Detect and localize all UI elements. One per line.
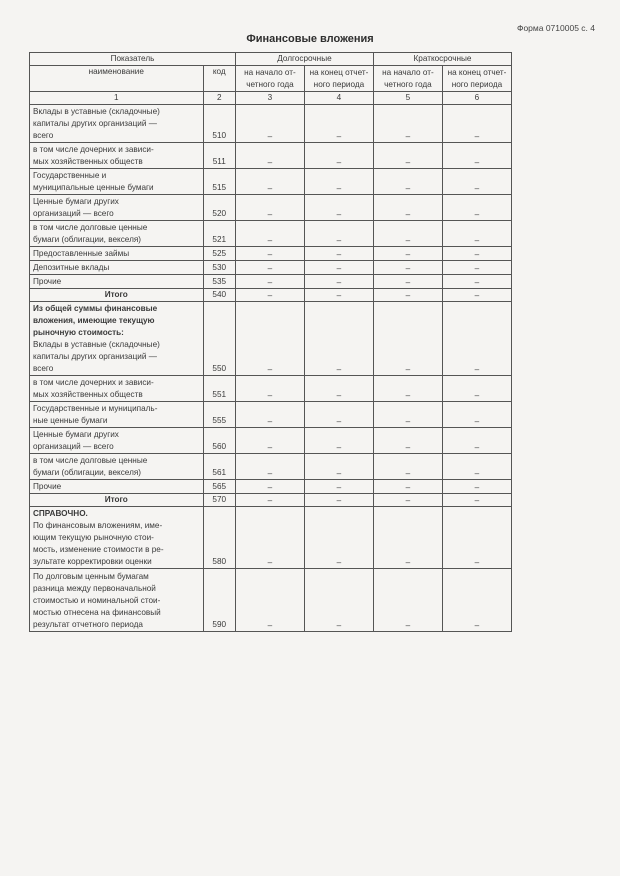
- empty-value-dash: –: [267, 469, 273, 478]
- value-cell: [442, 507, 511, 569]
- value-cell: [304, 494, 373, 507]
- header-long-term: Долгосрочные: [235, 53, 373, 66]
- row-name-text: в том числе дочерних и зависи- мых хозяйственных обществ: [33, 378, 154, 399]
- empty-value-dash: –: [474, 496, 480, 505]
- row-name-text: По долговым ценным бумагам разница между первоначальной стоимостью и номинальной стои- мостью отнесена на финансовый результат отчетного периода: [33, 572, 161, 629]
- value-cell: [373, 428, 442, 454]
- header-lt-start: на начало от- четного года: [235, 66, 304, 92]
- empty-value-dash: –: [405, 417, 411, 426]
- empty-value-dash: –: [336, 469, 342, 478]
- value-cell: [442, 428, 511, 454]
- row-name-text: Предоставленные займы: [33, 249, 130, 258]
- value-cell: [304, 275, 373, 289]
- empty-value-dash: –: [474, 264, 480, 273]
- value-cell: [442, 195, 511, 221]
- empty-value-dash: –: [267, 365, 273, 374]
- empty-value-dash: –: [336, 184, 342, 193]
- empty-value-dash: –: [474, 278, 480, 287]
- table-row: [30, 569, 512, 632]
- value-cell: [442, 494, 511, 507]
- header-indicator: Показатель: [30, 53, 236, 66]
- empty-value-dash: –: [336, 236, 342, 245]
- header-row-numbers: [30, 92, 512, 105]
- value-cell: [304, 143, 373, 169]
- row-name: [30, 569, 204, 632]
- value-cell: [304, 169, 373, 195]
- row-name-text: Вклады в уставные (складочные) капиталы других организаций — всего: [33, 340, 160, 373]
- value-cell: [373, 221, 442, 247]
- section-title: СПРАВОЧНО.: [33, 509, 88, 518]
- empty-value-dash: –: [405, 250, 411, 259]
- table-row: [30, 302, 512, 376]
- table-row: [30, 376, 512, 402]
- header-st-end: на конец отчет- ного периода: [442, 66, 511, 92]
- value-cell: [235, 494, 304, 507]
- header-st-start: на начало от- четного года: [373, 66, 442, 92]
- empty-value-dash: –: [405, 496, 411, 505]
- row-name: [30, 221, 204, 247]
- row-name-text: Депозитные вклады: [33, 263, 110, 272]
- empty-value-dash: –: [405, 483, 411, 492]
- empty-value-dash: –: [474, 158, 480, 167]
- empty-value-dash: –: [267, 391, 273, 400]
- empty-value-dash: –: [405, 184, 411, 193]
- value-cell: [442, 261, 511, 275]
- column-number-5: 5: [373, 92, 442, 105]
- value-cell: [235, 289, 304, 302]
- value-cell: [442, 569, 511, 632]
- value-cell: [442, 402, 511, 428]
- table-row: [30, 402, 512, 428]
- empty-value-dash: –: [405, 391, 411, 400]
- table-row: [30, 143, 512, 169]
- value-cell: [442, 289, 511, 302]
- empty-value-dash: –: [336, 496, 342, 505]
- empty-value-dash: –: [405, 365, 411, 374]
- row-code: 535: [203, 275, 235, 289]
- row-code: 551: [203, 376, 235, 402]
- header-name: наименование: [30, 66, 204, 92]
- empty-value-dash: –: [267, 158, 273, 167]
- value-cell: [235, 105, 304, 143]
- value-cell: [304, 428, 373, 454]
- value-cell: [373, 302, 442, 376]
- empty-value-dash: –: [336, 621, 342, 630]
- row-name-text: Итого: [104, 290, 128, 299]
- value-cell: [304, 247, 373, 261]
- value-cell: [442, 302, 511, 376]
- value-cell: [373, 569, 442, 632]
- empty-value-dash: –: [405, 132, 411, 141]
- empty-value-dash: –: [336, 483, 342, 492]
- empty-value-dash: –: [336, 158, 342, 167]
- value-cell: [304, 105, 373, 143]
- empty-value-dash: –: [405, 158, 411, 167]
- table-row: [30, 480, 512, 494]
- empty-value-dash: –: [336, 132, 342, 141]
- row-name: [30, 402, 204, 428]
- row-name: [30, 302, 204, 376]
- row-name-text: Ценные бумаги других организаций — всего: [33, 197, 119, 218]
- row-code: 540: [203, 289, 235, 302]
- empty-value-dash: –: [474, 621, 480, 630]
- table-row: [30, 261, 512, 275]
- value-cell: [373, 402, 442, 428]
- row-name: [30, 454, 204, 480]
- empty-value-dash: –: [267, 443, 273, 452]
- row-code: 560: [203, 428, 235, 454]
- value-cell: [235, 454, 304, 480]
- empty-value-dash: –: [405, 443, 411, 452]
- row-name: [30, 275, 204, 289]
- row-code: 515: [203, 169, 235, 195]
- empty-value-dash: –: [405, 558, 411, 567]
- row-name: [30, 261, 204, 275]
- empty-value-dash: –: [474, 483, 480, 492]
- financial-investments-table: [29, 52, 512, 632]
- empty-value-dash: –: [474, 558, 480, 567]
- empty-value-dash: –: [474, 365, 480, 374]
- row-name-text: Вклады в уставные (складочные) капиталы других организаций — всего: [33, 107, 160, 140]
- empty-value-dash: –: [474, 469, 480, 478]
- table-body: [30, 105, 512, 632]
- column-number-3: 3: [235, 92, 304, 105]
- header-row-2: [30, 66, 512, 92]
- value-cell: [235, 376, 304, 402]
- empty-value-dash: –: [267, 496, 273, 505]
- value-cell: [442, 247, 511, 261]
- empty-value-dash: –: [336, 291, 342, 300]
- value-cell: [304, 507, 373, 569]
- row-name: [30, 169, 204, 195]
- row-name: [30, 105, 204, 143]
- row-code: 550: [203, 302, 235, 376]
- empty-value-dash: –: [474, 236, 480, 245]
- row-name: [30, 507, 204, 569]
- empty-value-dash: –: [336, 264, 342, 273]
- value-cell: [304, 261, 373, 275]
- empty-value-dash: –: [405, 621, 411, 630]
- empty-value-dash: –: [474, 291, 480, 300]
- row-code: 590: [203, 569, 235, 632]
- value-cell: [235, 247, 304, 261]
- value-cell: [304, 569, 373, 632]
- value-cell: [442, 143, 511, 169]
- value-cell: [304, 289, 373, 302]
- value-cell: [373, 454, 442, 480]
- row-name-text: Прочие: [33, 482, 62, 491]
- value-cell: [373, 376, 442, 402]
- value-cell: [373, 289, 442, 302]
- empty-value-dash: –: [267, 132, 273, 141]
- empty-value-dash: –: [405, 278, 411, 287]
- row-code: 520: [203, 195, 235, 221]
- header-row-1: [30, 53, 512, 66]
- value-cell: [442, 454, 511, 480]
- row-name-text: Итого: [104, 495, 128, 504]
- value-cell: [304, 376, 373, 402]
- row-code: 561: [203, 454, 235, 480]
- row-name: [30, 480, 204, 494]
- value-cell: [304, 302, 373, 376]
- header-lt-end: на конец отчет- ного периода: [304, 66, 373, 92]
- row-name-text: Ценные бумаги других организаций — всего: [33, 430, 119, 451]
- table-row: [30, 494, 512, 507]
- table-row: [30, 169, 512, 195]
- empty-value-dash: –: [336, 250, 342, 259]
- value-cell: [304, 221, 373, 247]
- value-cell: [442, 105, 511, 143]
- value-cell: [235, 169, 304, 195]
- empty-value-dash: –: [267, 417, 273, 426]
- row-name-text: Государственные и муниципаль- ные ценные бумаги: [33, 404, 158, 425]
- empty-value-dash: –: [474, 132, 480, 141]
- empty-value-dash: –: [267, 250, 273, 259]
- empty-value-dash: –: [474, 417, 480, 426]
- value-cell: [373, 275, 442, 289]
- empty-value-dash: –: [336, 417, 342, 426]
- empty-value-dash: –: [405, 210, 411, 219]
- table-row: [30, 221, 512, 247]
- table-row: [30, 428, 512, 454]
- table-row: [30, 247, 512, 261]
- value-cell: [304, 195, 373, 221]
- value-cell: [442, 480, 511, 494]
- value-cell: [373, 195, 442, 221]
- row-name: [30, 247, 204, 261]
- value-cell: [442, 221, 511, 247]
- value-cell: [373, 261, 442, 275]
- empty-value-dash: –: [405, 236, 411, 245]
- value-cell: [373, 143, 442, 169]
- row-name-text: Прочие: [33, 277, 62, 286]
- value-cell: [304, 402, 373, 428]
- value-cell: [373, 507, 442, 569]
- value-cell: [235, 195, 304, 221]
- row-name-text: По финансовым вложениям, име- ющим текущую рыночную стои- мость, изменение стоимости в ре- зультате корректировки оценки: [33, 521, 164, 566]
- document-title: Финансовые вложения: [246, 33, 374, 45]
- column-number-1: 1: [30, 92, 204, 105]
- value-cell: [373, 494, 442, 507]
- column-number-4: 4: [304, 92, 373, 105]
- empty-value-dash: –: [267, 291, 273, 300]
- value-cell: [235, 480, 304, 494]
- row-name: [30, 494, 204, 507]
- row-code: 511: [203, 143, 235, 169]
- empty-value-dash: –: [267, 621, 273, 630]
- row-name-text: Государственные и муниципальные ценные бумаги: [33, 171, 154, 192]
- empty-value-dash: –: [474, 250, 480, 259]
- row-code: 521: [203, 221, 235, 247]
- row-name-text: в том числе долговые ценные бумаги (облигации, векселя): [33, 223, 148, 244]
- table-row: [30, 289, 512, 302]
- value-cell: [235, 261, 304, 275]
- value-cell: [235, 569, 304, 632]
- table-row: [30, 275, 512, 289]
- row-code: 580: [203, 507, 235, 569]
- empty-value-dash: –: [267, 236, 273, 245]
- row-code: 510: [203, 105, 235, 143]
- value-cell: [442, 275, 511, 289]
- row-code: 525: [203, 247, 235, 261]
- value-cell: [304, 454, 373, 480]
- header-short-term: Краткосрочные: [373, 53, 511, 66]
- row-code: 565: [203, 480, 235, 494]
- row-name: [30, 376, 204, 402]
- value-cell: [235, 302, 304, 376]
- empty-value-dash: –: [336, 443, 342, 452]
- row-name: [30, 195, 204, 221]
- empty-value-dash: –: [336, 365, 342, 374]
- empty-value-dash: –: [267, 264, 273, 273]
- value-cell: [373, 247, 442, 261]
- value-cell: [235, 428, 304, 454]
- empty-value-dash: –: [336, 278, 342, 287]
- empty-value-dash: –: [267, 558, 273, 567]
- row-code: 570: [203, 494, 235, 507]
- value-cell: [235, 507, 304, 569]
- value-cell: [373, 169, 442, 195]
- row-name-text: в том числе дочерних и зависи- мых хозяйственных обществ: [33, 145, 154, 166]
- value-cell: [442, 376, 511, 402]
- row-code: 530: [203, 261, 235, 275]
- table-row: [30, 195, 512, 221]
- empty-value-dash: –: [405, 291, 411, 300]
- empty-value-dash: –: [336, 391, 342, 400]
- value-cell: [442, 169, 511, 195]
- value-cell: [235, 221, 304, 247]
- empty-value-dash: –: [474, 391, 480, 400]
- row-name-text: в том числе долговые ценные бумаги (облигации, векселя): [33, 456, 148, 477]
- row-name: [30, 428, 204, 454]
- row-code: 555: [203, 402, 235, 428]
- header-code: код: [203, 66, 235, 92]
- value-cell: [235, 402, 304, 428]
- table-row: [30, 105, 512, 143]
- value-cell: [304, 480, 373, 494]
- empty-value-dash: –: [474, 443, 480, 452]
- empty-value-dash: –: [336, 558, 342, 567]
- value-cell: [235, 143, 304, 169]
- column-number-6: 6: [442, 92, 511, 105]
- empty-value-dash: –: [474, 210, 480, 219]
- empty-value-dash: –: [267, 184, 273, 193]
- empty-value-dash: –: [405, 264, 411, 273]
- section-title: Из общей суммы финансовые вложения, имеющие текущую рыночную стоимость:: [33, 304, 158, 337]
- row-name: [30, 143, 204, 169]
- table-row: [30, 507, 512, 569]
- empty-value-dash: –: [405, 469, 411, 478]
- empty-value-dash: –: [267, 483, 273, 492]
- empty-value-dash: –: [267, 210, 273, 219]
- value-cell: [373, 480, 442, 494]
- empty-value-dash: –: [267, 278, 273, 287]
- row-name: [30, 289, 204, 302]
- value-cell: [373, 105, 442, 143]
- empty-value-dash: –: [474, 184, 480, 193]
- form-reference: Форма 0710005 с. 4: [516, 23, 595, 33]
- table-row: [30, 454, 512, 480]
- value-cell: [235, 275, 304, 289]
- empty-value-dash: –: [336, 210, 342, 219]
- column-number-2: 2: [203, 92, 235, 105]
